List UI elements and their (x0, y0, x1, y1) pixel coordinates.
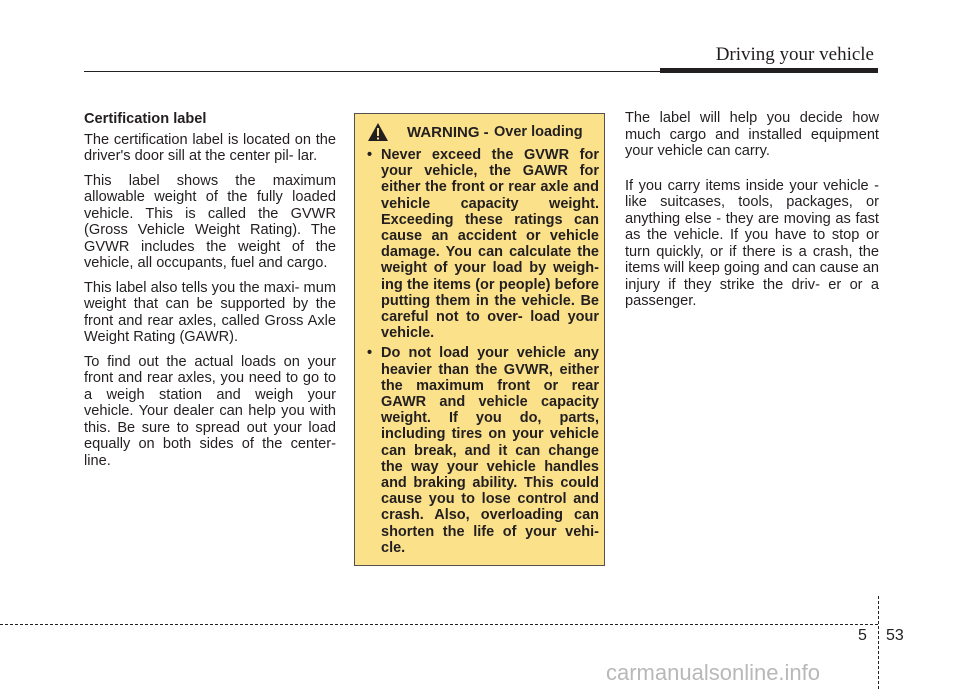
warning-list (367, 147, 599, 560)
page-number: 53 (886, 627, 904, 644)
list-item (367, 147, 599, 341)
section-heading: Certification label (84, 111, 207, 127)
warning-item-text: Do not load your vehicle any heavier than the GVWR, either the maximum front or rear GAWR and vehicle capacity weight. If you do, parts, including tires on your vehicle can break, and it can change the way your vehicle handles and braking ability. This could cause you to lose control and crash. Also, overloading can shorten the life of your vehi- cle. (381, 345, 599, 556)
paragraph: This label shows the maximum allowable weight of the fully loaded vehicle. This is called the GVWR (Gross Vehicle Weight Rating). The GVWR includes the weight of the vehicle, all occupants, fuel and cargo. (84, 172, 336, 271)
left-column (84, 111, 336, 477)
footer-vertical-rule (878, 596, 879, 689)
warning-item-text: Never exceed the GVWR for your vehicle, the GAWR for either the front or rear axle and vehicle capacity weight. Exceeding these ratings can cause an accident or vehicle damage. You can calculate the weight of your load by weigh- ing the items (or people) before putting them in the vehicle. Be careful not to over- load your vehicle. (381, 147, 599, 342)
page-header-title: Driving your vehicle (715, 44, 874, 65)
warning-title: WARNING - (407, 124, 489, 141)
watermark: carmanualsonline.info (606, 660, 821, 685)
paragraph: This label also tells you the maxi- mum weight that can be supported by the front and rear axles, called Gross Axle Weight Rating (GAWR). (84, 279, 336, 345)
header-rule-thick (660, 68, 878, 73)
bullet: • (367, 345, 373, 362)
paragraph: The certification label is located on the driver's door sill at the center pil- lar. (84, 131, 336, 164)
footer-dashed-rule (0, 624, 878, 625)
chapter-number: 5 (858, 627, 867, 644)
paragraph: The label will help you decide how much cargo and installed equipment your vehicle can carry. (625, 110, 879, 159)
paragraph: To find out the actual loads on your front and rear axles, you need to go to a weigh station and weigh your vehicle. Your dealer can help you with this. Be sure to spread out your load equally on both sides of the center- line. (84, 353, 336, 469)
warning-subtitle: Over loading (494, 124, 583, 140)
warning-box (354, 113, 605, 566)
header-rule-thin (84, 71, 662, 72)
right-column (625, 110, 879, 328)
paragraph: If you carry items inside your vehicle - like suitcases, tools, packages, or anything else - they are moving as fast as the vehicle. If you have to stop or turn quickly, or if there is a crash, the items will keep going and can cause an injury if they strike the driv- er or a passenger. (625, 177, 879, 309)
warning-triangle-icon (367, 122, 389, 142)
bullet: • (367, 147, 373, 163)
list-item (367, 345, 599, 556)
